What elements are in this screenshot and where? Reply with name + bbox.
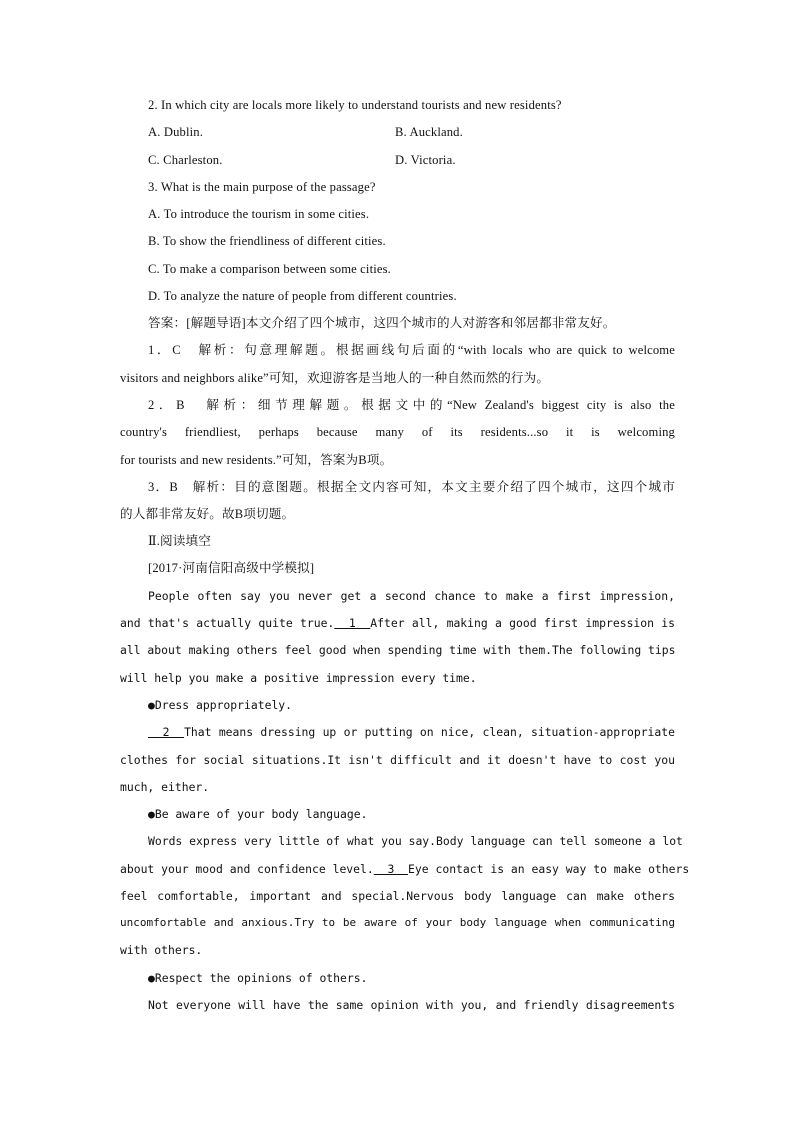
passage-text: Eye contact is an easy way to make others [408,862,690,876]
blank-2: 2 [148,725,185,739]
q2-option-a: A. Dublin. [148,125,204,139]
passage-p2-line-1 [148,724,675,740]
passage-p2-line-2: clothes for social situations.It isn't difficult and it doesn't have to cost you [120,753,675,767]
section-title: Ⅱ.阅读填空 [148,534,211,548]
passage-p1-line-3: all about making others feel good when spending time with them.The following tips [120,643,676,657]
passage-p3-line-3: feel comfortable, important and special.Nervous body language can make others [120,889,675,903]
explanation-2-line-1: 2．B 解析：细节理解题。根据文中的“New Zealand's biggest city is also the [148,398,675,412]
answer-intro: 答案：[解题导语]本文介绍了四个城市，这四个城市的人对游客和邻居都非常友好。 [148,316,616,330]
explanation-2-line-2: country's friendliest, perhaps because many of its residents...so it is welcoming [120,425,675,439]
q2-option-d: D. Victoria. [395,153,456,167]
passage-text: That means dressing up or putting on nice, clean, situation-appropriate [184,725,675,739]
explanation-1-line-2: visitors and neighbors alike”可知，欢迎游客是当地人的一种自然而然的行为。 [120,371,550,385]
passage-text: about your mood and confidence level. [120,862,374,876]
passage-p1-line-2 [120,615,675,631]
q2-option-b: B. Auckland. [395,125,463,139]
tip-heading-body-language: ●Be aware of your body language. [148,807,368,821]
passage-p3-line-1: Words express very little of what you say.Body language can tell someone a lot [148,834,683,848]
q2-option-c: C. Charleston. [148,153,223,167]
q2-options-row-1 [148,124,675,140]
tip-heading-dress: ●Dress appropriately. [148,698,293,712]
passage-p3-line-4: uncomfortable and anxious.Try to be aware of your body language when communicating [120,916,675,929]
q3-option-c: C. To make a comparison between some cities. [148,262,391,276]
q3-option-d: D. To analyze the nature of people from different countries. [148,289,457,303]
q3-option-b: B. To show the friendliness of different cities. [148,234,386,248]
passage-p1-line-1: People often say you never get a second chance to make a first impression, [148,589,675,603]
explanation-2-line-3: for tourists and new residents.”可知，答案为B项。 [120,453,393,467]
explanation-3-line-2: 的人都非常友好。故B项切题。 [120,507,295,521]
tip-heading-respect: ●Respect the opinions of others. [148,971,368,985]
passage-p3-line-5: with others. [120,943,203,957]
q3-option-a: A. To introduce the tourism in some cities. [148,207,370,221]
question-3: 3. What is the main purpose of the passage? [148,180,376,194]
blank-1: 1 [334,616,371,630]
blank-3: 3 [373,862,409,876]
q2-options-row-2 [148,152,675,168]
passage-text: and that's actually quite true. [120,616,335,630]
question-2: 2. In which city are locals more likely to understand tourists and new residents? [148,98,562,112]
explanation-3-line-1: 3．B 解析：目的意图题。根据全文内容可知，本文主要介绍了四个城市，这四个城市 [148,480,675,494]
passage-text: After all, making a good first impression is [370,616,676,630]
section-source: [2017·河南信阳高级中学模拟] [148,561,315,575]
passage-p3-line-2 [120,861,690,877]
passage-p1-line-4: will help you make a positive impression every time. [120,671,477,685]
passage-p4-line-1: Not everyone will have the same opinion with you, and friendly disagreements [148,998,675,1012]
explanation-1-line-1: 1．C 解析：句意理解题。根据画线句后面的“with locals who are quick to welcome [148,343,675,357]
passage-p2-line-3: much, either. [120,780,210,794]
